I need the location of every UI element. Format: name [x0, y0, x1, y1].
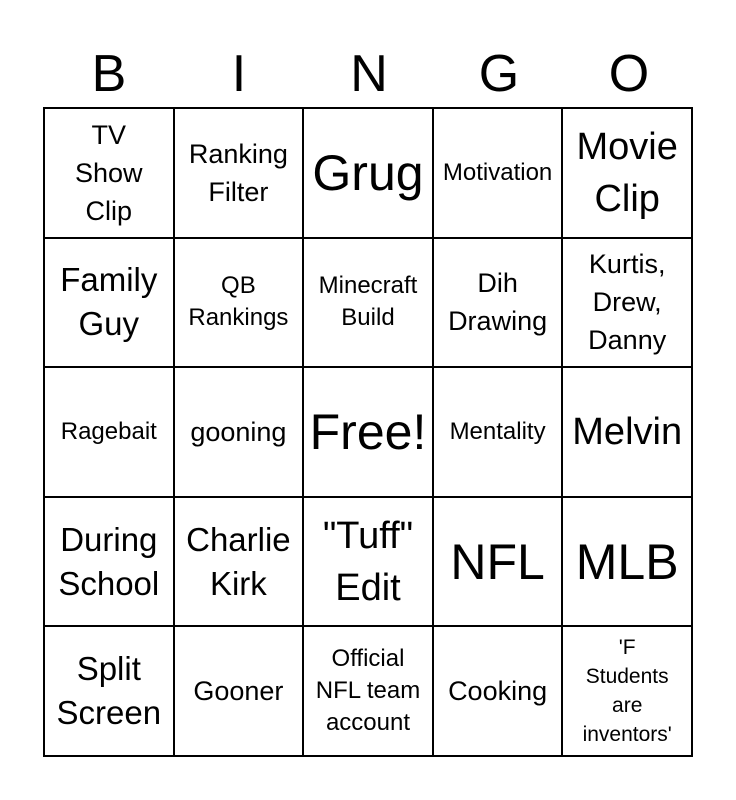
cell-label: TV Show Clip	[75, 119, 143, 226]
bingo-cell-r1c2[interactable]	[174, 108, 304, 238]
bingo-cell-r5c2[interactable]	[174, 626, 304, 756]
cell-label: Dih Drawing	[448, 268, 548, 337]
bingo-cell-r2c4[interactable]	[433, 238, 563, 368]
bingo-cell-r3c1[interactable]	[44, 367, 174, 497]
bingo-cell-r1c4[interactable]	[433, 108, 563, 238]
bingo-cell-r5c1[interactable]	[44, 626, 174, 756]
header-letter-n: N	[350, 45, 388, 103]
bingo-cell-r1c3[interactable]	[303, 108, 433, 238]
cell-label: During School	[58, 520, 160, 602]
bingo-cell-r4c4[interactable]	[433, 497, 563, 627]
bingo-cell-r5c4[interactable]	[433, 626, 563, 756]
bingo-cell-r2c1[interactable]	[44, 238, 174, 368]
cell-label: Official NFL team account	[315, 645, 421, 737]
cell-label: Charlie Kirk	[186, 520, 291, 602]
cell-label: Family Guy	[60, 261, 158, 343]
bingo-cell-r2c3[interactable]	[303, 238, 433, 368]
free-space-label: Free!	[309, 403, 427, 460]
header-letter-g: G	[478, 45, 520, 103]
bingo-cell-r4c3[interactable]	[303, 497, 433, 627]
cell-label: NFL	[450, 533, 545, 590]
cell-label: QB Rankings	[188, 272, 289, 332]
bingo-cell-r1c5[interactable]	[562, 108, 692, 238]
header-letter-b: B	[91, 45, 127, 103]
bingo-header	[44, 44, 694, 104]
bingo-cell-r5c3[interactable]	[303, 626, 433, 756]
header-letter-i: I	[231, 45, 247, 103]
cell-label: Kurtis, Drew, Danny	[588, 249, 667, 356]
bingo-cell-r1c1[interactable]	[44, 108, 174, 238]
cell-label: Melvin	[572, 410, 683, 453]
cell-label: Ranking Filter	[188, 138, 288, 207]
bingo-cell-r4c1[interactable]	[44, 497, 174, 627]
cell-label: 'F Students are inventors'	[582, 636, 672, 747]
bingo-cell-r3c2[interactable]	[174, 367, 304, 497]
cell-label: Cooking	[448, 676, 548, 707]
free-space-cell[interactable]	[303, 367, 433, 497]
bingo-cell-r4c5[interactable]	[562, 497, 692, 627]
cell-label: Movie Clip	[576, 125, 678, 220]
cell-label: Mentality	[449, 417, 546, 445]
bingo-cell-r4c2[interactable]	[174, 497, 304, 627]
cell-label: gooning	[190, 416, 287, 447]
bingo-cell-r3c5[interactable]	[562, 367, 692, 497]
header-letter-o: O	[608, 45, 650, 103]
cell-label: Ragebait	[60, 417, 157, 445]
bingo-cell-r2c5[interactable]	[562, 238, 692, 368]
bingo-cell-r2c2[interactable]	[174, 238, 304, 368]
cell-label: Minecraft Build	[318, 272, 418, 332]
bingo-grid	[43, 107, 693, 757]
cell-label: Gooner	[193, 676, 284, 707]
cell-label: MLB	[575, 533, 679, 590]
cell-label: Motivation	[442, 158, 553, 186]
cell-label: "Tuff" Edit	[322, 514, 414, 609]
bingo-cell-r5c5[interactable]	[562, 626, 692, 756]
cell-label: Split Screen	[56, 650, 162, 732]
cell-label: Grug	[312, 144, 424, 201]
bingo-cell-r3c4[interactable]	[433, 367, 563, 497]
